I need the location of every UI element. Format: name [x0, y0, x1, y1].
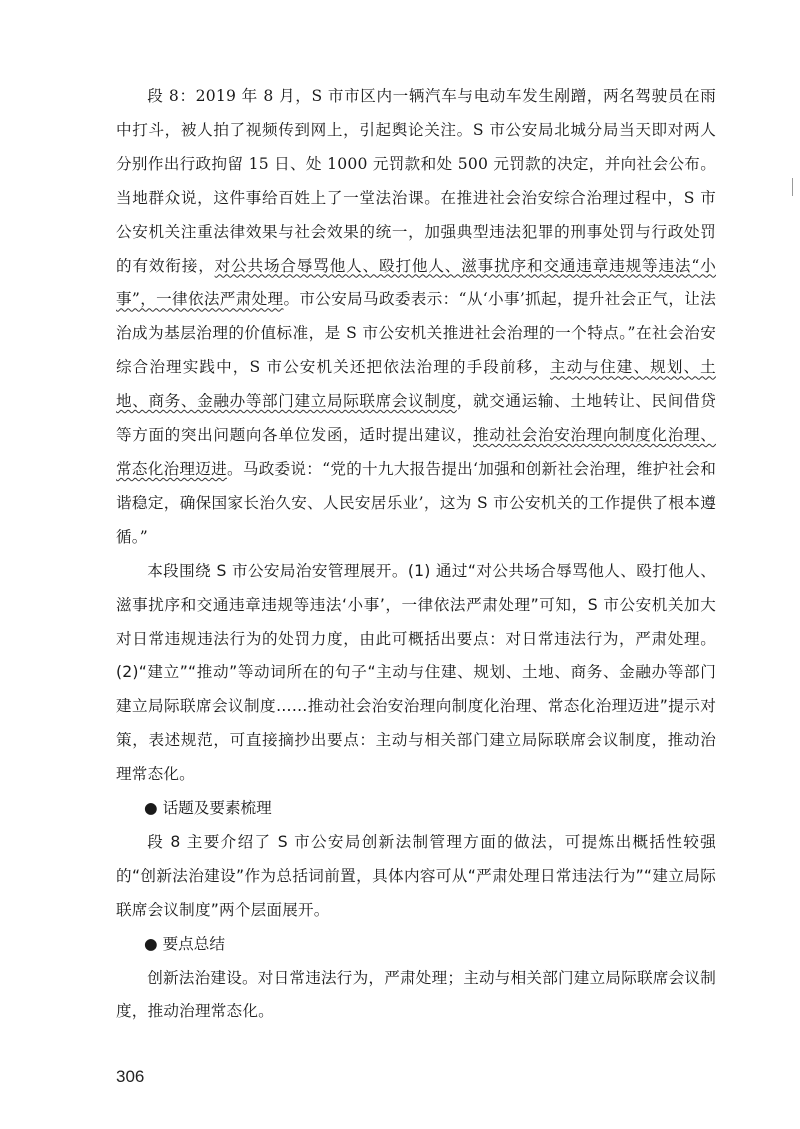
source-paragraph-8 — [116, 80, 716, 555]
section-heading-topic — [116, 792, 716, 826]
bullet-icon: ● — [144, 799, 158, 818]
page-number: 306 — [116, 1067, 145, 1086]
summary-body: 创新法治建设。对日常违法行为，严肃处理；主动与相关部门建立局际联席会议制度，推动治理常态化。 — [116, 968, 716, 1021]
analysis-paragraph: 本段围绕 S 市公安局治安管理展开。(1) 通过“对公共场合辱骂他人、殴打他人、滋事扰序和交通违章违规等违法‘小事’，一律依法严肃处理”可知，S 市公安机关加大对日常违规违法行为的处罚力度，由此可概括出要点：对日常违法行为，严肃处理。(2)“建立”“推动”等动词所在的句子“主动与住建、规划、土地、商务、金融办等部门建立局际联席会议制度……推动社会治安治理向制度化治理、常态化治理迈进”提示对策，表述规范，可直接摘抄出要点：主动与相关部门建立局际联席会议制度，推动治理常态化。 — [116, 561, 716, 784]
section-title: 要点总结 — [162, 934, 225, 953]
paragraph-text: 段 8：2019 年 8 月，S 市市区内一辆汽车与电动车发生剐蹭，两名驾驶员在雨中打斗，被人拍了视频传到网上，引起舆论关注。S 市公安局北城分局当天即对两人分别作出行政拘留 15 日、处 1000 元罚款和处 500 元罚款的决定，并向社会公布。当地群众说，这件事给百姓上了一堂法治课。在推进社会治安综合治理过程中，S 市公安机关注重法律效果与社会效果的统一，加强典型违法犯罪的刑事处罚与行政处罚的有效衔接， — [116, 87, 716, 275]
section-title: 话题及要素梳理 — [162, 799, 272, 818]
page-content — [116, 80, 716, 1029]
paragraph-text: 。市公安局马政委表示：“从‘小事’抓起，提升社会正气，让法治成为基层治理的价值标准，是 S 市公安机关推进社会治理的一个特点。”在社会治安综合治理实践中，S 市公安机关还把依法治理的手段前移， — [116, 290, 716, 377]
topic-body: 段 8 主要介绍了 S 市公安局创新法制管理方面的做法，可提炼出概括性较强的“创新法治建设”作为总括词前置，具体内容可从“严肃处理日常违法行为”“建立局际联席会议制度”两个层面展开。 — [116, 832, 716, 919]
scan-edge-mark — [792, 178, 793, 196]
paragraph-text: 。马政委说：“党的十九大报告提出‘加强和创新社会治理，维护社会和谐稳定，确保国家长治久安、人民安居乐业’，这为 S 市公安机关的工作提供了根本遵循。” — [116, 459, 716, 546]
underlined-phrase-institutionalize: 推动社会治安治理向制度化治理、常态化治理迈进 — [116, 426, 716, 478]
section-heading-summary — [116, 928, 716, 962]
underlined-phrase-joint-meeting: 主动与住建、规划、土地、商务、金融办等部门建立局际联席会议制度 — [116, 358, 716, 411]
underlined-phrase-strict-handling: 对公共场合辱骂他人、殴打他人、滋事扰序和交通违章违规等违法“小事”，一律依法严肃处理 — [116, 256, 716, 309]
paragraph-text: ，就交通运输、土地转让、民间借贷等方面的突出问题向各单位发函，适时提出建议， — [116, 392, 717, 445]
bullet-icon: ● — [144, 934, 158, 953]
